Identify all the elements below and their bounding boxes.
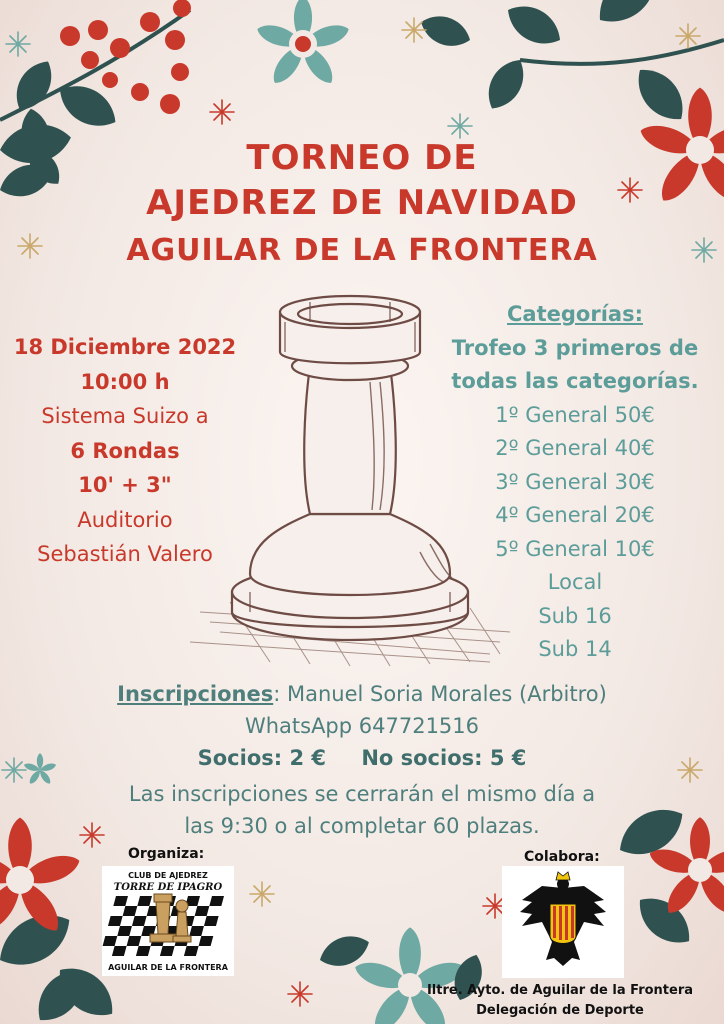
categories: [430, 298, 720, 667]
collaborator-department: Delegación de Deporte: [476, 1003, 644, 1018]
event-time: 10:00 h: [80, 369, 170, 394]
registration-contact: : Manuel Soria Morales (Arbitro): [273, 682, 607, 706]
event-time-control: 10' + 3": [78, 473, 172, 497]
whatsapp-number: WhatsApp 647721516: [244, 714, 480, 738]
event-system: Sistema Suizo a: [41, 404, 209, 428]
title-line-1: TORNEO DE: [246, 138, 478, 178]
categories-heading: Categorías:: [507, 302, 643, 326]
prize-item: 3º General 30€: [495, 469, 655, 494]
title-line-2: AJEDREZ DE NAVIDAD: [146, 183, 578, 223]
collaborator-name: Iltre. Ayto. de Aguilar de la Frontera: [426, 983, 694, 998]
prize-item: 1º General 50€: [495, 402, 655, 427]
event-date: 18 Diciembre 2022: [13, 335, 237, 359]
leaves-top-right: [416, 0, 724, 130]
club-logo-top: CLUB DE AJEDREZ: [128, 871, 208, 880]
club-logo-name: TORRE DE IPAGRO: [113, 882, 223, 893]
prize-item: 4º General 20€: [495, 503, 655, 527]
trophy-line-2: todas las categorías.: [451, 369, 699, 393]
non-member-fee: No socios: 5 €: [361, 746, 527, 770]
trophy-line-1: Trofeo 3 primeros de: [451, 335, 699, 360]
prize-item: 2º General 40€: [495, 436, 655, 460]
town-coat-of-arms: [502, 866, 624, 978]
organizer-label: Organiza:: [128, 846, 205, 862]
collaborator-label: Colabora:: [524, 849, 600, 865]
category-item: Local: [547, 570, 603, 594]
fees: [0, 746, 724, 770]
category-item: Sub 14: [538, 637, 612, 661]
flower-top-center: [255, 0, 352, 88]
registration-label: Inscripciones: [117, 682, 274, 706]
event-venue-2: Sebastián Valero: [37, 542, 213, 566]
event-venue-1: Auditorio: [77, 507, 173, 532]
closing-note: [0, 778, 724, 842]
registration-line: [0, 682, 724, 706]
category-item: Sub 16: [538, 603, 612, 628]
closing-line-1: Las inscripciones se cerrarán el mismo día a: [128, 782, 596, 806]
member-fee: Socios: 2 €: [197, 746, 326, 770]
closing-line-2: las 9:30 o al completar 60 plazas.: [184, 814, 540, 838]
title-line-3: AGUILAR DE LA FRONTERA: [126, 233, 598, 268]
event-rounds: 6 Rondas: [70, 438, 180, 463]
event-details: [0, 330, 250, 572]
prize-item: 5º General 10€: [495, 536, 655, 561]
club-logo-bottom: AGUILAR DE LA FRONTERA: [108, 963, 228, 972]
club-logo: [102, 866, 234, 976]
